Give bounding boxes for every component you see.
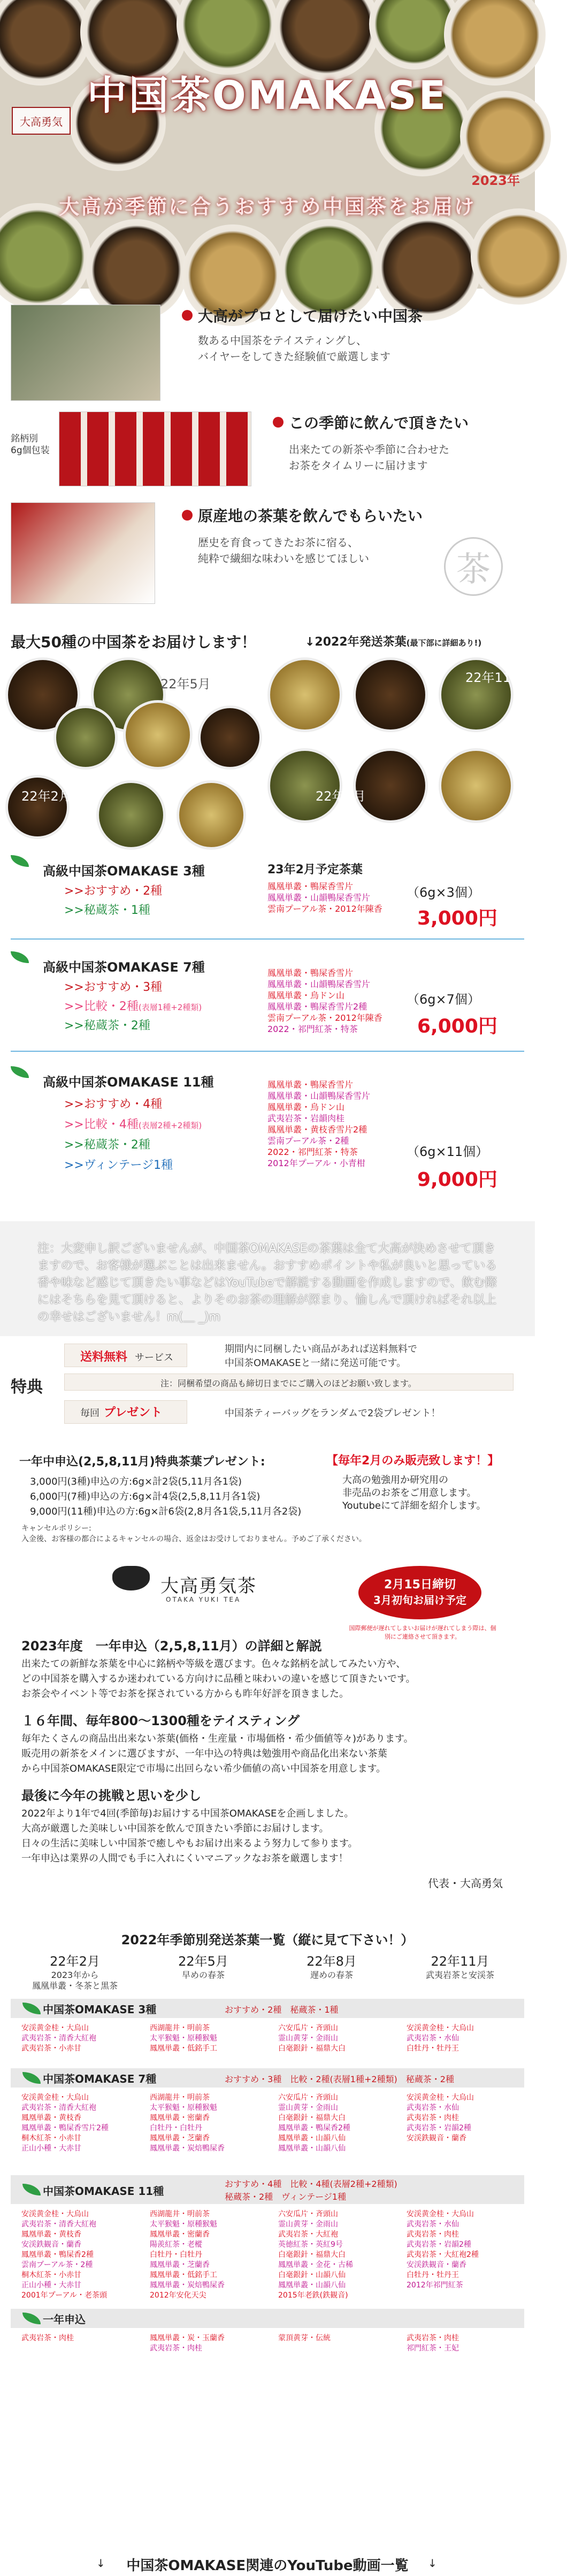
- package-tag: 銘柄別 6g個包装: [11, 433, 50, 456]
- delivery-note: 国際郵便が遅れてしまいお届けが遅れてしまう際は、個別にご連絡させて頂きます。: [349, 1625, 496, 1640]
- photo-gift-box: [11, 502, 155, 604]
- plan-item: >>秘蔵茶・2種: [64, 1019, 150, 1033]
- schedule-col: 鳳凰単叢・炭・玉蘭香 武夷岩茶・肉桂: [150, 2334, 225, 2353]
- plan-item: >>おすすめ・2種: [64, 884, 163, 898]
- bullet-icon: [182, 510, 193, 521]
- month-label: 22年11月: [465, 670, 524, 685]
- brand-logo: 大高勇気: [12, 107, 71, 135]
- free-ship-label: 送料無料: [80, 1351, 128, 1364]
- plan-item: >>ヴィンテージ1種: [64, 1159, 173, 1172]
- benefits-section: [0, 1336, 535, 1443]
- free-ship-text: 期間内に同梱したい商品があれば送料無料で 中国茶OMAKASEと一緒に発送可能です。: [225, 1344, 417, 1369]
- plan-qty: （6g×7個）: [407, 992, 480, 1007]
- plan-item: >>秘蔵茶・1種: [64, 904, 150, 917]
- banner-headline: 最大50種の中国茶をお届けします！: [11, 633, 256, 651]
- feature-body: 数ある中国茶をテイスティングし、 バイヤーをしてきた経験値で厳選します: [198, 334, 390, 363]
- youtube-list-link[interactable]: 中国茶OMAKASE関連のYouTube動画一覧: [126, 2558, 409, 2574]
- arrow-down-icon: ↓: [96, 2557, 105, 2570]
- bullet-icon: [182, 310, 193, 321]
- bullet-icon: [273, 417, 284, 428]
- ship-note: 注：同梱希望の商品も締切日までにご購入のほどお願い致します。: [160, 1378, 417, 1388]
- schedule-month: 22年8月: [307, 1954, 357, 1969]
- schedule-section: [0, 1929, 535, 2549]
- tea-plate: [177, 0, 278, 75]
- features-section: [0, 289, 535, 631]
- plans-section: [0, 850, 535, 1219]
- schedule-col: 安渓黄金桂・大烏山 武夷岩茶・清香大紅袍 武夷岩茶・小赤甘: [21, 2024, 96, 2053]
- schedule-row-header: 中国茶OMAKASE 7種 おすすめ・3種 比較・2種(表層1種+2種類) 秘蔵茶・2種: [11, 2068, 524, 2088]
- schedule-col: 蒙頂黄芽・伝統: [278, 2334, 331, 2342]
- schedule-month: 22年11月: [431, 1954, 489, 1969]
- plan-3: [11, 850, 524, 941]
- yearly-head: 一年中申込(2,5,8,11月)特典茶葉プレゼント:: [19, 1455, 265, 1469]
- schedule-month: 22年5月: [178, 1954, 228, 1969]
- yearly-line: 3,000円(3種)申込の方:6g×計2袋(5,11月各1袋): [30, 1476, 242, 1487]
- details-section: [0, 1630, 535, 1929]
- hero-banner: [0, 0, 535, 289]
- plan-item: >>比較・4種(表層2種+2種類): [64, 1118, 202, 1131]
- tea-photo: [439, 748, 514, 823]
- detail-head: 2023年度 一年申込（2,5,8,11月）の詳細と解説: [21, 1639, 322, 1654]
- tea-photo: [177, 780, 246, 850]
- footer: [0, 2549, 535, 2576]
- present-label: プレゼント: [104, 1406, 163, 1419]
- feature-head: この季節に飲んで頂きたい: [289, 414, 469, 432]
- tea-photo: [5, 775, 70, 839]
- month-label: 22年2月: [21, 789, 72, 804]
- schedule-row-header: 中国茶OMAKASE 3種 おすすめ・2種 秘蔵茶・1種: [11, 1999, 524, 2018]
- brand-section: [0, 1550, 535, 1640]
- plan-item: >>おすすめ・3種: [64, 981, 163, 994]
- divider: [11, 1051, 524, 1052]
- photo-tasting: [11, 305, 160, 401]
- banner-2022: ↓2022年発送茶葉(最下部に詳細あり!): [305, 635, 482, 649]
- month-label: 22年5月: [160, 677, 211, 692]
- tea-photo: [123, 700, 193, 770]
- leaf-icon: [11, 1066, 29, 1078]
- tea-photo: [53, 705, 118, 770]
- detail-para: 出来たての新鮮な茶葉を中心に銘柄や等級を選びます。色々な銘柄を試してみたい方や、 どの中国茶を購入するか迷われている方向けに品種と味わいの違いを感じて頂きたいです。 お茶会やイベント等でお茶を探されている方からも昨年好評を頂きました。: [21, 1658, 416, 1700]
- schedule-month-sub: 早めの春茶: [181, 1970, 225, 1980]
- yearly-section: [0, 1443, 535, 1550]
- max-banner: [0, 631, 535, 652]
- arrow-down-icon: ↓: [428, 2557, 437, 2570]
- notice-text: 注：大変申し訳ございませんが、中国茶OMAKASEの茶葉は全て大高が決めさせて頂きますので、お客様が選ぶことは出来ません。おすすめポイントや私が良いと思っている香や味など感じて頂きたい事などはYouTubeで解説する動画を作成しますので、飲む際にはそちらを見て頂けると、よりそのお茶の理解が深まり、愉しんで頂ければそれ以上の幸せはございません！m(＿ _)m: [37, 1242, 497, 1324]
- detail-head: 最後に今年の挑戦と思いを少し: [21, 1788, 201, 1803]
- hero-subtitle: 大高が季節に合うおすすめ中国茶をお届け: [59, 195, 476, 219]
- plan-qty: （6g×3個）: [407, 885, 480, 900]
- schedule-col: 安渓黄金桂・大烏山 武夷岩茶・清香大紅袍 鳳凰単叢・黄枝香 安渓鉄観音・蘭香 鳳凰単叢・鴨屎香2種 雲南プーアル茶・2種 桐木紅茶・小赤甘 正山小種・大赤甘 2001年プーアル・老茶頭: [21, 2210, 107, 2300]
- schedule-month: 22年2月: [50, 1954, 100, 1969]
- schedule-month-sub: 2023年から 鳳凰単叢・冬茶と黒茶: [32, 1970, 118, 1991]
- plan-price: 6,000円: [417, 1015, 497, 1037]
- plan-item: >>おすすめ・4種: [64, 1098, 163, 1111]
- hero-year: 2023年: [471, 173, 520, 188]
- schedule-col: 六安瓜片・斉頭山 霊山黄芽・金雨山 白毫銀針・福鼎大白 鳳凰単叢・鴨屎香2種 鳳凰単叢・山韻八仙 鳳凰単叢・山韻八仙: [278, 2093, 350, 2153]
- plan-title: 高級中国茶OMAKASE 3種: [43, 864, 205, 879]
- detail-head: １６年間、毎年800～1300種をテイスティング: [21, 1713, 300, 1728]
- tea-photo: [96, 780, 166, 850]
- benefits-label: 特典: [11, 1378, 43, 1396]
- brand-name: 大高勇気茶: [160, 1576, 257, 1597]
- tea-list: 鳳凰単叢・鴨屎香雪片 鳳凰単叢・山韻鴨屎香雪片 鳳凰単叢・烏ドン山 鳳凰単叢・鴨屎香雪片2種 雲南プーアル茶・2012年陳香 2022・祁門紅茶・特茶: [267, 968, 382, 1034]
- feature-body: 歴史を育食ってきたお茶に宿る、 純粋で繊細な味わいを感じてほしい: [198, 536, 369, 565]
- schedule-month-sub: 武夷岩茶と安渓茶: [425, 1970, 494, 1980]
- plan-7: [11, 946, 524, 1053]
- feature-body: 出来たての新茶や季節に合わせた お茶をタイムリーに届けます: [289, 443, 449, 472]
- teapot-icon: [112, 1566, 150, 1590]
- schedule-col: 西湖龍井・明前茶 太平猴魁・原種猴魁 鳳凰単叢・密蘭香 白牡丹・白牡丹 鳳凰単叢・芝蘭香 鳳凰単叢・炭焙鴨屎香: [150, 2093, 225, 2153]
- present-text: 中国茶ティーバッグをランダムで2袋プレゼント！: [225, 1408, 441, 1419]
- yearly-line: 9,000円(11種)申込の方:6g×計6袋(2,8月各1袋,5,11月各2袋): [30, 1506, 302, 1517]
- schedule-title: 2022年季節別発送茶葉一覧（縦に見て下さい！）: [121, 1933, 414, 1947]
- schedule-row-header: 中国茶OMAKASE 11種 おすすめ・4種 比較・4種(表層2種+2種類) 秘蔵茶・2種 ヴィンテージ1種: [11, 2175, 524, 2204]
- free-ship-suffix: サービス: [135, 1352, 173, 1363]
- plan-item: >>比較・2種(表層1種+2種類): [64, 1000, 202, 1013]
- hero-title: 中国茶OMAKASE: [87, 73, 448, 119]
- tea-kanji-icon: 茶: [444, 537, 503, 596]
- tea-list: 鳳凰単叢・鴨屎香雪片 鳳凰単叢・山韻鴨屎香雪片 鳳凰単叢・烏ドン山 武夷岩茶・岩韻肉桂 鳳凰単叢・黄枝香雪片2種 雲南プーアル茶・2種 2022・祁門紅茶・特茶 2012年プーアル・小青柑: [267, 1080, 371, 1168]
- tea-list: 鳳凰単叢・鴨屎香雪片 鳳凰単叢・山韻鴨屎香雪片 雲南プーアル茶・2012年陳香: [267, 881, 382, 914]
- plan-title: 高級中国茶OMAKASE 7種: [43, 960, 205, 975]
- leaf-icon: [11, 855, 29, 867]
- plan-title: 高級中国茶OMAKASE 11種: [43, 1075, 214, 1090]
- feature-head: 大高がプロとして届けたい中国茶: [198, 307, 423, 325]
- cancel-policy: キャンセルポリシー: 入金後、お客様の都合によるキャンセルの場合、返金はお受けしておりません。予めご了承ください。: [21, 1524, 366, 1543]
- plan-qty: （6g×11個）: [407, 1144, 489, 1159]
- yearly-head-red: 【毎年2月のみ販売致します！】: [326, 1454, 500, 1468]
- deadline-badge: 2月15日締切 3月初旬お届け予定: [358, 1566, 481, 1619]
- schedule-col: 西湖龍井・明前茶 太平猴魁・原種猴魁 鳳凰単叢・低銘手工: [150, 2024, 217, 2053]
- detail-para: 毎年たくさんの商品出出来ない茶葉(価格・生産量・市場価格・希少価値等々)があります。 販売用の新茶をメインに選びますが、一年中込の特典は勉強用や商品化出来ない茶葉 から中国茶OMAKASE限定で市場に出回らない希少価値の高い中国茶を用意します。: [21, 1733, 413, 1774]
- plan-price: 9,000円: [417, 1169, 497, 1191]
- notice-box: [0, 1221, 535, 1336]
- feature-head: 原産地の茶葉を飲んでもらいたい: [198, 507, 423, 525]
- yearly-line: 6,000円(7種)申込の方:6g×計4袋(2,5,8,11月各1袋): [30, 1491, 260, 1502]
- schedule-col: 安渓黄金桂・大烏山 武夷岩茶・水仙 白牡丹・牡丹王: [407, 2024, 474, 2053]
- monthly-label: 毎回: [80, 1408, 99, 1419]
- detail-para: 2022年より1年で4回(季節毎)お届けする中国茶OMAKASEを企画しました。 大高が厳選した美味しい中国茶を飲んで頂きたい季節にお届けします。 日々の生活に美味しい中国茶で癒しやもお届け出来るよう努力して参ります。 一年申込は業界の人間でも手に入れにくいマニアックなお茶を厳選します！: [21, 1808, 358, 1864]
- schedule-month-sub: 遅めの春茶: [310, 1970, 353, 1980]
- schedule-col: 安渓黄金桂・大烏山 武夷岩茶・水仙 武夷岩茶・肉桂 武夷岩茶・岩韻2種 武夷岩茶・大紅袍2種 安渓鉄観音・蘭香 白牡丹・牡丹王 2012年祁門紅茶: [407, 2210, 479, 2290]
- photo-packages: [59, 412, 251, 486]
- schedule-col: 六安瓜片・斉頭山 霊山黄芽・金雨山 武夷岩茶・大紅袍 英徳紅茶・英紅9号 白毫銀針・福鼎大白 鳳凰単叢・金花・古稀 白毫銀針・山韻八仙 鳳凰単叢・山韻八仙 2015年老鉄(鉄観音): [278, 2210, 353, 2300]
- tea-photo: [353, 657, 428, 732]
- schedule-col: 西湖龍井・明前茶 太平猴魁・原種猴魁 鳳凰単叢・密蘭香 陽羨紅茶・老樅 白牡丹・白牡丹 鳳凰単叢・芝蘭香 鳳凰単叢・低銘手工 鳳凰単叢・炭焙鴨屎香 2012年安化天尖: [150, 2210, 225, 2300]
- yearly-right: 大高の勉強用か研究用の 非売品のお茶をご用意します。 Youtubeにて詳細を紹介します。: [342, 1475, 486, 1511]
- schedule-col: 安渓黄金桂・大烏山 武夷岩茶・水仙 武夷岩茶・肉桂 武夷岩茶・岩韻2種 安渓鉄観音・蘭香: [407, 2093, 474, 2143]
- tea-photo-grid: [0, 652, 535, 850]
- tea-photo: [267, 657, 342, 732]
- brand-en: OTAKA YUKI TEA: [166, 1596, 241, 1603]
- month-label: 22年8月: [316, 789, 366, 804]
- plan-item: >>秘蔵茶・2種: [64, 1138, 150, 1152]
- schedule-col: 武夷岩茶・肉桂: [21, 2334, 74, 2342]
- schedule-row-header: 一年申込: [11, 2309, 524, 2328]
- tea-photo: [198, 705, 262, 770]
- signature: 代表・大高勇気: [428, 1877, 503, 1890]
- leaf-icon: [11, 951, 29, 963]
- divider: [11, 938, 524, 940]
- plan-11: [11, 1061, 524, 1216]
- schedule-col: 安渓黄金桂・大烏山 武夷岩茶・清香大紅袍 鳳凰単叢・黄枝香 鳳凰単叢・鴨屎香雪片2種 桐木紅茶・小赤甘 正山小種・大赤甘: [21, 2093, 109, 2153]
- schedule-col: 武夷岩茶・肉桂 祁門紅茶・王妃: [407, 2334, 459, 2353]
- tea-list-head: 23年2月予定茶葉: [267, 863, 363, 876]
- schedule-col: 六安瓜片・斉頭山 霊山黄芽・金雨山 白毫銀針・福鼎大白: [278, 2024, 346, 2053]
- plan-price: 3,000円: [417, 907, 497, 929]
